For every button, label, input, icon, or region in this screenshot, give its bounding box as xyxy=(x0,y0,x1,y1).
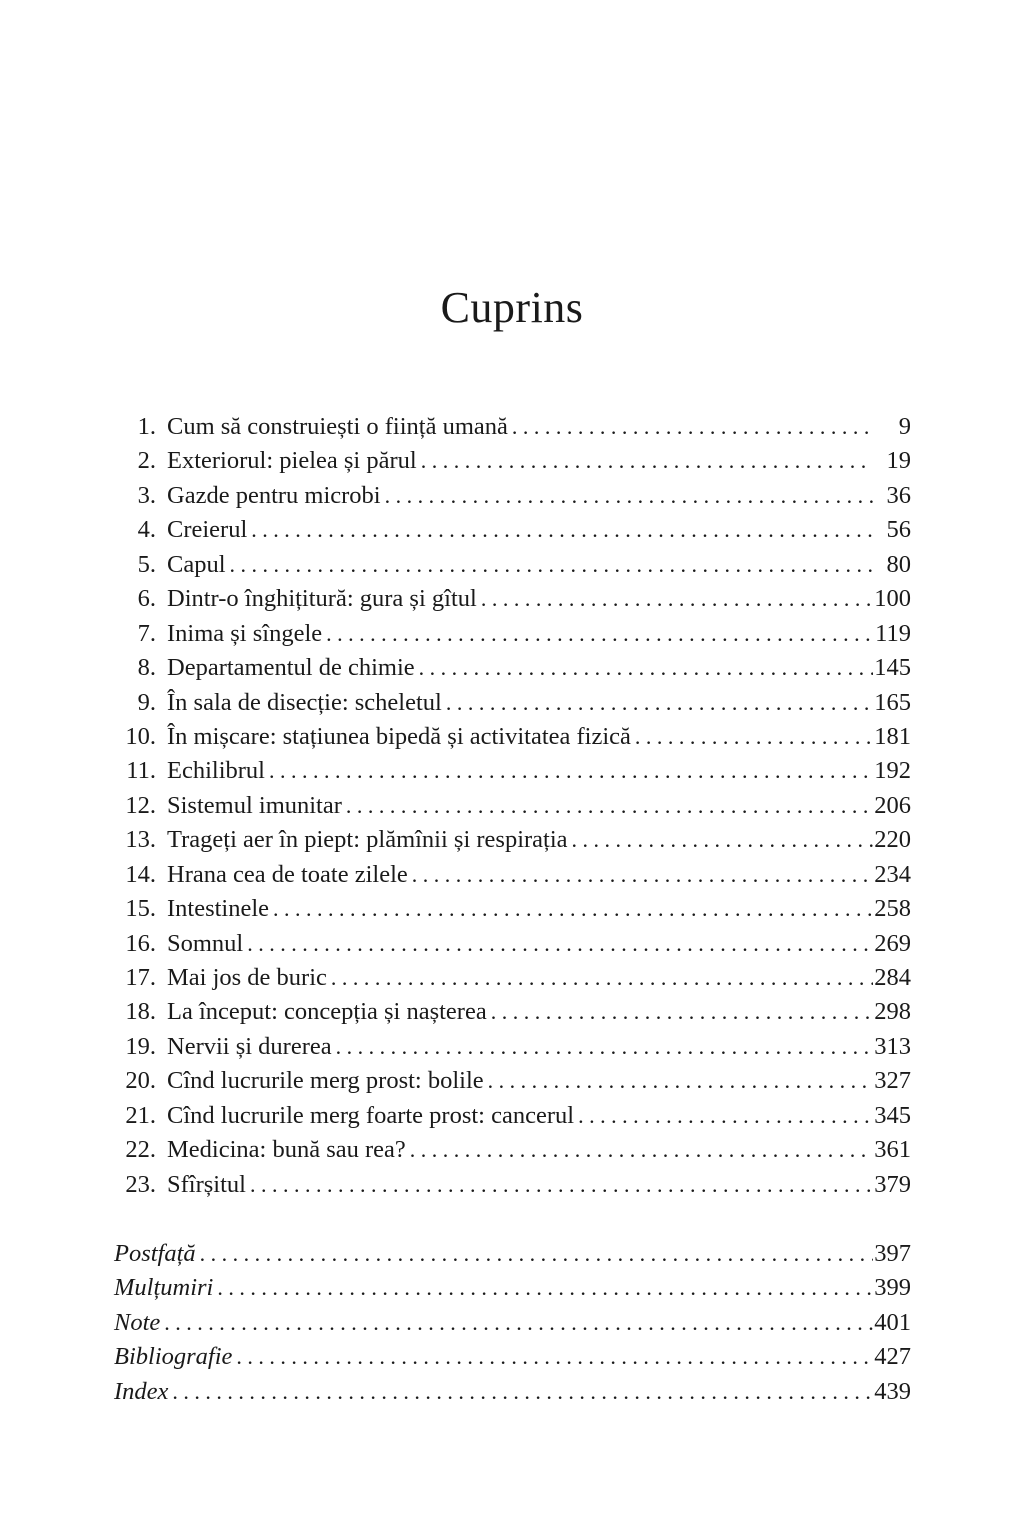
chapter-number: 19. xyxy=(125,1032,156,1060)
dot-leader xyxy=(631,720,873,754)
toc-entry-backmatter[interactable] xyxy=(114,1375,911,1409)
toc-entry-backmatter[interactable] xyxy=(114,1237,911,1271)
chapter-number: 23. xyxy=(125,1170,156,1198)
dot-leader xyxy=(568,823,873,857)
toc-entry[interactable] xyxy=(114,686,911,720)
dot-leader xyxy=(408,858,873,892)
section-title: Mulțumiri xyxy=(114,1274,214,1302)
page-number: 80 xyxy=(886,550,911,578)
page-number: 192 xyxy=(874,757,911,785)
chapter-number: 5. xyxy=(137,550,156,578)
chapter-title: Cum să construiești o ființă umană xyxy=(167,413,508,440)
toc-entry-backmatter[interactable] xyxy=(114,1271,911,1305)
chapter-number: 16. xyxy=(125,929,156,957)
dot-leader xyxy=(332,1030,873,1064)
toc-entry[interactable] xyxy=(114,1099,911,1133)
page-number: 401 xyxy=(874,1308,911,1336)
page-number: 439 xyxy=(874,1377,911,1405)
chapter-title: Intestinele xyxy=(167,895,270,923)
toc-entry[interactable] xyxy=(114,823,911,857)
chapter-title: Gazde pentru microbi xyxy=(167,481,381,509)
chapter-title: Echilibrul xyxy=(167,757,265,785)
chapter-number: 14. xyxy=(125,860,156,888)
page-number: 284 xyxy=(874,964,911,991)
toc-entry[interactable] xyxy=(114,754,911,788)
toc-entry[interactable] xyxy=(114,995,911,1029)
dot-leader xyxy=(508,410,873,444)
page-number: 100 xyxy=(874,585,911,613)
page-number: 56 xyxy=(886,516,911,544)
chapter-number: 4. xyxy=(137,516,156,544)
toc-entry[interactable] xyxy=(114,582,911,616)
chapter-title: Sfîrșitul xyxy=(167,1170,246,1198)
page-number: 269 xyxy=(874,929,911,957)
toc-entry[interactable] xyxy=(114,1064,911,1098)
toc-entry[interactable] xyxy=(114,858,911,892)
chapter-number: 3. xyxy=(137,481,156,509)
dot-leader xyxy=(574,1099,873,1133)
toc-entry[interactable] xyxy=(114,444,911,478)
page-number: 165 xyxy=(874,688,911,716)
page-number: 181 xyxy=(874,722,911,750)
backmatter-list xyxy=(114,1237,911,1409)
page-number: 327 xyxy=(874,1067,911,1095)
page-number: 36 xyxy=(886,481,911,509)
dot-leader xyxy=(265,754,873,788)
chapter-title: Mai jos de buric xyxy=(167,964,327,991)
chapter-title: Creierul xyxy=(167,516,248,544)
chapter-title: Capul xyxy=(167,550,226,578)
chapter-title: Nervii și durerea xyxy=(167,1032,332,1060)
dot-leader xyxy=(415,651,873,685)
dot-leader xyxy=(381,479,873,513)
chapter-title: Cînd lucrurile merg foarte prost: cancerul xyxy=(167,1101,575,1129)
chapter-title: Trageți aer în piept: plămînii și respirația xyxy=(167,826,568,854)
dot-leader xyxy=(247,513,873,547)
dot-leader xyxy=(269,892,873,926)
chapter-number: 9. xyxy=(137,688,156,716)
dot-leader xyxy=(243,927,873,961)
toc-entry[interactable] xyxy=(114,789,911,823)
page-number: 298 xyxy=(874,998,911,1026)
toc-entry[interactable] xyxy=(114,927,911,961)
dot-leader xyxy=(417,444,873,478)
toc-entry-backmatter[interactable] xyxy=(114,1340,911,1374)
page-number: 258 xyxy=(874,895,911,923)
page-number: 399 xyxy=(874,1274,911,1302)
chapter-number: 18. xyxy=(125,998,156,1026)
toc-entry[interactable] xyxy=(114,651,911,685)
page-number: 379 xyxy=(874,1170,911,1198)
chapter-number: 10. xyxy=(125,722,156,750)
toc-entry[interactable] xyxy=(114,513,911,547)
chapter-number: 6. xyxy=(137,585,156,613)
chapter-number: 11. xyxy=(126,757,156,785)
toc-entry-backmatter[interactable] xyxy=(114,1306,911,1340)
section-title: Index xyxy=(114,1377,169,1405)
chapter-number: 13. xyxy=(125,826,156,854)
chapter-title: La început: concepția și nașterea xyxy=(167,998,487,1026)
dot-leader xyxy=(487,995,873,1029)
chapter-list xyxy=(114,410,911,1202)
chapter-number: 15. xyxy=(125,895,156,923)
chapter-number: 2. xyxy=(137,447,156,475)
toc-entry[interactable] xyxy=(114,548,911,582)
chapter-title: În sala de disecție: scheletul xyxy=(167,688,442,716)
chapter-number: 21. xyxy=(125,1101,156,1129)
toc-entry[interactable] xyxy=(114,617,911,651)
section-title: Postfață xyxy=(114,1240,196,1267)
chapter-title: Cînd lucrurile merg prost: bolile xyxy=(167,1067,484,1095)
page-number: 397 xyxy=(874,1240,911,1267)
dot-leader xyxy=(213,1271,873,1305)
page-number: 220 xyxy=(874,826,911,854)
toc-entry[interactable] xyxy=(114,720,911,754)
chapter-number: 1. xyxy=(137,413,156,440)
dot-leader xyxy=(342,789,873,823)
chapter-title: Medicina: bună sau rea? xyxy=(167,1136,406,1164)
chapter-title: Exteriorul: pielea și părul xyxy=(167,447,417,475)
toc-entry[interactable] xyxy=(114,1030,911,1064)
dot-leader xyxy=(327,961,873,995)
toc-entry[interactable] xyxy=(114,961,911,995)
dot-leader xyxy=(226,548,873,582)
chapter-title: Sistemul imunitar xyxy=(167,791,342,819)
page-number: 119 xyxy=(875,619,911,647)
dot-leader xyxy=(168,1375,873,1409)
page-number: 9 xyxy=(898,413,911,440)
chapter-title: Dintr-o înghițitură: gura și gîtul xyxy=(167,585,477,613)
section-title: Note xyxy=(114,1308,161,1336)
page-number: 361 xyxy=(874,1136,911,1164)
toc-entry[interactable] xyxy=(114,410,911,444)
chapter-number: 22. xyxy=(125,1136,156,1164)
page-title: Cuprins xyxy=(440,283,584,332)
page-number: 19 xyxy=(886,447,911,475)
chapter-title: Hrana cea de toate zilele xyxy=(167,860,408,888)
chapter-number: 12. xyxy=(125,791,156,819)
toc-entry[interactable] xyxy=(114,892,911,926)
toc-entry[interactable] xyxy=(114,1133,911,1167)
toc-entry[interactable] xyxy=(114,479,911,513)
chapter-title: Inima și sîngele xyxy=(167,619,323,647)
page-number: 313 xyxy=(874,1032,911,1060)
dot-leader xyxy=(246,1168,873,1202)
dot-leader xyxy=(232,1340,873,1374)
chapter-title: În mișcare: stațiunea bipedă și activitatea fizică xyxy=(167,722,631,750)
page-number: 234 xyxy=(874,860,911,888)
dot-leader xyxy=(160,1306,873,1340)
toc-entry[interactable] xyxy=(114,1168,911,1202)
dot-leader xyxy=(442,686,873,720)
section-title: Bibliografie xyxy=(114,1343,233,1371)
dot-leader xyxy=(477,582,873,616)
chapter-number: 8. xyxy=(137,654,156,682)
page-number: 145 xyxy=(874,654,911,682)
chapter-number: 20. xyxy=(125,1067,156,1095)
page-number: 206 xyxy=(874,791,911,819)
dot-leader xyxy=(322,617,873,651)
chapter-title: Departamentul de chimie xyxy=(167,654,415,682)
dot-leader xyxy=(196,1237,873,1271)
chapter-title: Somnul xyxy=(167,929,244,957)
page-number: 345 xyxy=(874,1101,911,1129)
chapter-number: 7. xyxy=(137,619,156,647)
page-number: 427 xyxy=(874,1343,911,1371)
dot-leader xyxy=(406,1133,873,1167)
dot-leader xyxy=(484,1064,873,1098)
chapter-number: 17. xyxy=(125,964,156,991)
